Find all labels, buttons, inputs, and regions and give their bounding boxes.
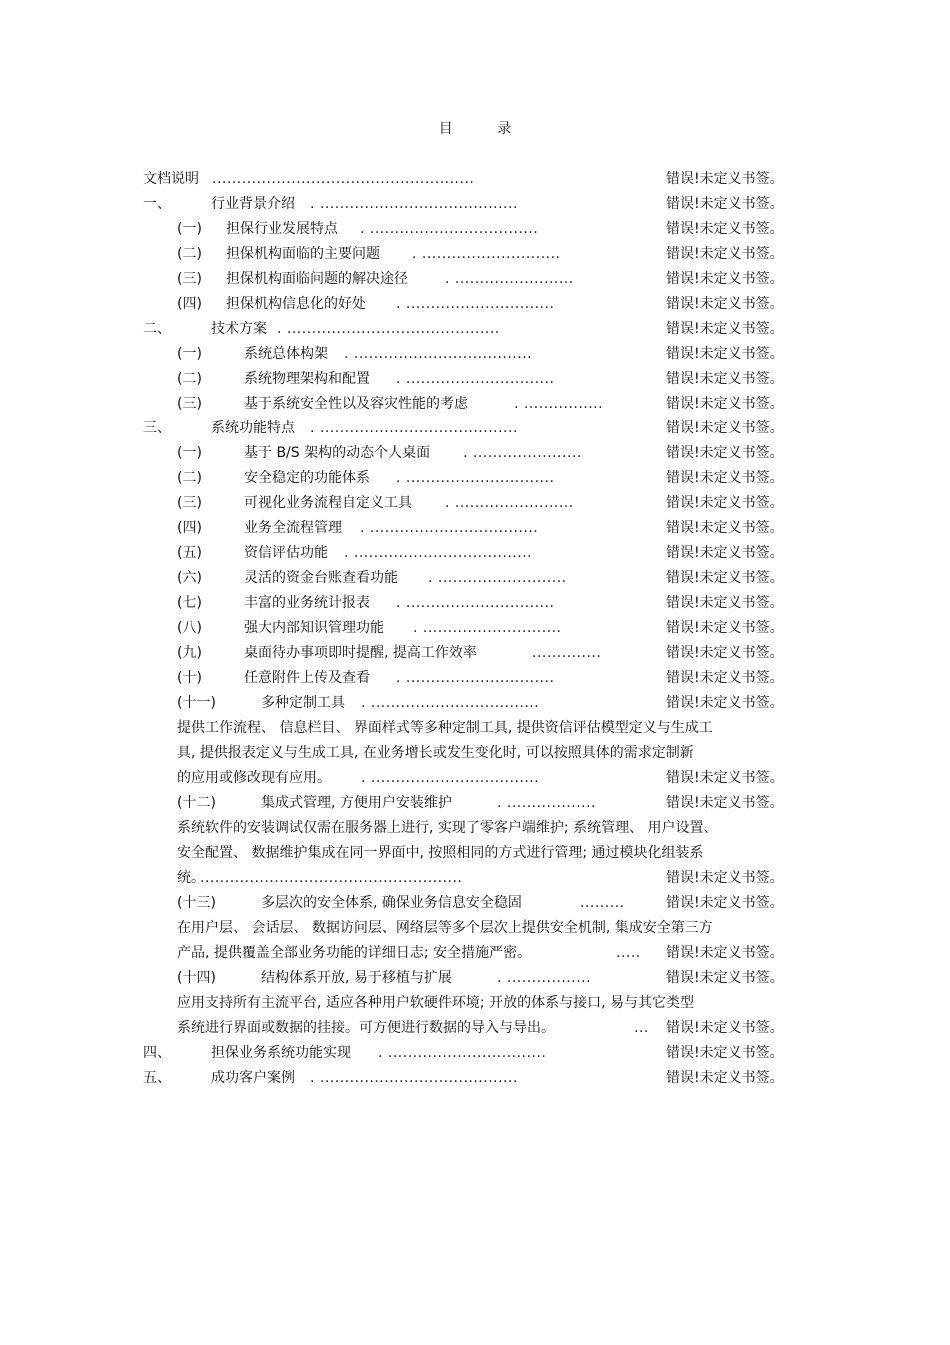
toc-page-ref: 错误!未定义书签。 <box>666 620 784 636</box>
toc-entry[interactable] <box>0 593 950 613</box>
toc-entry-text: 多种定制工具 <box>261 695 345 711</box>
toc-leader: . ................ <box>514 396 604 412</box>
toc-page-ref: 错误!未定义书签。 <box>666 246 784 262</box>
toc-leader: . ............................ <box>412 246 561 262</box>
toc-title: 目 录 <box>438 121 532 137</box>
toc-page-ref: 错误!未定义书签。 <box>666 171 784 187</box>
entry-description: 系统软件的安装调试仅需在服务器上进行, 实现了零客户端维护; 系统管理、 用户设置、 <box>177 820 718 836</box>
toc-page-ref: 错误!未定义书签。 <box>666 595 784 611</box>
toc-entry[interactable] <box>0 643 950 663</box>
toc-entry[interactable] <box>0 568 950 588</box>
toc-leader: ... <box>634 1020 649 1036</box>
toc-entry[interactable] <box>0 294 950 314</box>
toc-entry-number: (四) <box>177 520 202 536</box>
toc-entry-text: 系统总体构架 <box>244 346 328 362</box>
toc-leader: . .............................. <box>396 371 555 387</box>
entry-description: 产品, 提供覆盖全部业务功能的详细日志; 安全措施严密。 <box>177 945 532 961</box>
toc-entry-text: 强大内部知识管理功能 <box>244 620 384 636</box>
toc-entry-text: 系统功能特点 <box>211 420 295 436</box>
toc-page-ref: 错误!未定义书签。 <box>666 296 784 312</box>
entry-description: 提供工作流程、 信息栏目、 界面样式等多种定制工具, 提供资信评估模型定义与生成工 <box>177 720 713 736</box>
toc-entry-text: 行业背景介绍 <box>211 196 295 212</box>
toc-leader: . ........................................ <box>310 1070 518 1086</box>
toc-entry[interactable] <box>0 793 950 813</box>
toc-entry-number: 五、 <box>143 1070 171 1086</box>
toc-leader: . ........................ <box>445 271 574 287</box>
toc-page-ref: 错误!未定义书签。 <box>666 196 784 212</box>
toc-entry-number: 四、 <box>143 1045 171 1061</box>
toc-page-ref: 错误!未定义书签。 <box>666 396 784 412</box>
toc-leader: . ................................ <box>378 1045 547 1061</box>
toc-page-ref: 错误!未定义书签。 <box>666 470 784 486</box>
toc-page-ref: 错误!未定义书签。 <box>666 870 784 886</box>
toc-entry[interactable] <box>0 194 950 214</box>
toc-entry[interactable] <box>0 269 950 289</box>
toc-leader: ..................................................... <box>200 870 463 886</box>
toc-leader: . .................. <box>497 795 597 811</box>
toc-entry[interactable] <box>0 893 950 913</box>
toc-entry[interactable] <box>0 493 950 513</box>
toc-entry-text: 桌面待办事项即时提醒, 提高工作效率 <box>244 645 477 661</box>
toc-entry[interactable] <box>0 693 950 713</box>
toc-entry[interactable] <box>0 543 950 563</box>
toc-entry-number: (一) <box>177 221 202 237</box>
toc-entry-number: (一) <box>177 346 202 362</box>
toc-entry-number: (六) <box>177 570 202 586</box>
toc-leader: . .................................. <box>360 221 539 237</box>
toc-leader: . ................. <box>497 970 592 986</box>
toc-entry[interactable] <box>0 244 950 264</box>
toc-entry[interactable] <box>0 443 950 463</box>
toc-leader: . .................................. <box>361 770 540 786</box>
toc-leader: . ........................................ <box>310 420 518 436</box>
toc-page-ref: 错误!未定义书签。 <box>666 670 784 686</box>
entry-description: 安全配置、 数据维护集成在同一界面中, 按照相同的方式进行管理; 通过模块化组装系 <box>177 845 704 861</box>
toc-entry[interactable] <box>0 618 950 638</box>
toc-entry-number: (五) <box>177 545 202 561</box>
toc-entry[interactable] <box>0 1068 950 1088</box>
toc-page-ref: 错误!未定义书签。 <box>666 795 784 811</box>
toc-entry-text: 任意附件上传及查看 <box>244 670 370 686</box>
toc-entry-number: (二) <box>177 470 202 486</box>
toc-entry-number: (三) <box>177 396 202 412</box>
toc-entry-number: (十四) <box>177 970 216 986</box>
toc-entry-text: 担保业务系统功能实现 <box>211 1045 351 1061</box>
entry-description: 具, 提供报表定义与生成工具, 在业务增长或发生变化时, 可以按照具体的需求定制新 <box>177 745 694 761</box>
toc-page-ref: 错误!未定义书签。 <box>666 545 784 561</box>
toc-entry[interactable] <box>0 868 950 888</box>
entry-description: 的应用或修改现有应用。 <box>177 770 331 786</box>
toc-entry-number: 三、 <box>143 420 171 436</box>
toc-page-ref: 错误!未定义书签。 <box>666 945 784 961</box>
toc-entry-text: 资信评估功能 <box>244 545 328 561</box>
toc-leader: . .................................. <box>360 520 539 536</box>
toc-entry[interactable] <box>0 768 950 788</box>
toc-entry-text: 担保机构信息化的好处 <box>226 296 366 312</box>
toc-entry[interactable] <box>0 169 950 189</box>
toc-page-ref: 错误!未定义书签。 <box>666 970 784 986</box>
toc-entry[interactable] <box>0 1043 950 1063</box>
toc-entry-number: (二) <box>177 246 202 262</box>
toc-leader: . .................................. <box>361 695 540 711</box>
toc-entry-text: 基于 B/S 架构的动态个人桌面 <box>244 445 431 461</box>
toc-entry-text: 可视化业务流程自定义工具 <box>244 495 412 511</box>
toc-page-ref: 错误!未定义书签。 <box>666 695 784 711</box>
toc-page-ref: 错误!未定义书签。 <box>666 1020 784 1036</box>
entry-description: 系统进行界面或数据的挂接。可方便进行数据的导入与导出。 <box>177 1020 555 1036</box>
toc-leader: . ............................ <box>413 620 562 636</box>
toc-page-ref: 错误!未定义书签。 <box>666 321 784 337</box>
toc-leader: ......... <box>580 895 625 911</box>
toc-page-ref: 错误!未定义书签。 <box>666 495 784 511</box>
toc-page-ref: 错误!未定义书签。 <box>666 770 784 786</box>
toc-entry-text: 技术方案 <box>211 321 267 337</box>
toc-entry[interactable] <box>0 968 950 988</box>
toc-page-ref: 错误!未定义书签。 <box>666 895 784 911</box>
toc-entry-text: 担保机构面临的主要问题 <box>226 246 380 262</box>
toc-entry-text: 担保行业发展特点 <box>226 221 338 237</box>
toc-leader: . ........................................... <box>277 321 500 337</box>
toc-leader: . .............................. <box>396 670 555 686</box>
toc-page-ref: 错误!未定义书签。 <box>666 520 784 536</box>
toc-entry-text: 集成式管理, 方便用户安装维护 <box>261 795 452 811</box>
toc-page-ref: 错误!未定义书签。 <box>666 271 784 287</box>
toc-page-ref: 错误!未定义书签。 <box>666 420 784 436</box>
toc-entry-number: (一) <box>177 445 202 461</box>
toc-page-ref: 错误!未定义书签。 <box>666 346 784 362</box>
toc-leader: . .............................. <box>396 296 555 312</box>
entry-description: 应用支持所有主流平台, 适应各种用户软硬件环境; 开放的体系与接口, 易与其它类型 <box>177 995 694 1011</box>
toc-entry-number: (四) <box>177 296 202 312</box>
toc-entry-number: 一、 <box>143 196 171 212</box>
toc-leader: . ........................ <box>445 495 574 511</box>
toc-leader: . .............................. <box>396 595 555 611</box>
toc-entry[interactable] <box>0 468 950 488</box>
toc-entry-number: (七) <box>177 595 202 611</box>
toc-page-ref: 错误!未定义书签。 <box>666 371 784 387</box>
toc-entry-number: (十三) <box>177 895 216 911</box>
entry-description: 统。 <box>177 870 205 886</box>
toc-entry[interactable] <box>0 518 950 538</box>
toc-entry-number: (三) <box>177 495 202 511</box>
toc-entry-number: 二、 <box>143 321 171 337</box>
toc-page-ref: 错误!未定义书签。 <box>666 645 784 661</box>
toc-entry-number: (八) <box>177 620 202 636</box>
toc-page-ref: 错误!未定义书签。 <box>666 445 784 461</box>
toc-page-ref: 错误!未定义书签。 <box>666 221 784 237</box>
toc-entry-number: (十一) <box>177 695 216 711</box>
toc-leader: ..... <box>616 945 641 961</box>
toc-entry-number: (十) <box>177 670 202 686</box>
toc-entry-text: 成功客户案例 <box>211 1070 295 1086</box>
toc-entry-number: (二) <box>177 371 202 387</box>
toc-page-ref: 错误!未定义书签。 <box>666 1070 784 1086</box>
toc-leader: . .................................... <box>344 346 533 362</box>
toc-entry[interactable] <box>0 1018 950 1038</box>
toc-entry-number: (三) <box>177 271 202 287</box>
toc-leader: .............. <box>532 645 602 661</box>
toc-entry[interactable] <box>0 219 950 239</box>
toc-entry-number: (十二) <box>177 795 216 811</box>
toc-leader: . ........................................ <box>310 196 518 212</box>
toc-entry-text: 文档说明 <box>143 171 199 187</box>
toc-entry-text: 业务全流程管理 <box>244 520 342 536</box>
toc-entry[interactable] <box>0 394 950 414</box>
toc-entry-text: 担保机构面临问题的解决途径 <box>226 271 408 287</box>
toc-page-ref: 错误!未定义书签。 <box>666 570 784 586</box>
toc-leader: . ...................... <box>463 445 582 461</box>
toc-entry[interactable] <box>0 344 950 364</box>
toc-entry[interactable] <box>0 369 950 389</box>
toc-entry[interactable] <box>0 943 950 963</box>
toc-entry-text: 安全稳定的功能体系 <box>244 470 370 486</box>
toc-leader: ..................................................... <box>212 171 475 187</box>
toc-leader: . .................................... <box>344 545 533 561</box>
toc-entry-text: 多层次的安全体系, 确保业务信息安全稳固 <box>261 895 522 911</box>
toc-entry-text: 系统物理架构和配置 <box>244 371 370 387</box>
toc-entry-text: 灵活的资金台账查看功能 <box>244 570 398 586</box>
toc-entry[interactable] <box>0 418 950 438</box>
toc-entry[interactable] <box>0 319 950 339</box>
toc-entry-text: 基于系统安全性以及容灾性能的考虑 <box>244 396 468 412</box>
toc-entry-number: (九) <box>177 645 202 661</box>
toc-entry[interactable] <box>0 668 950 688</box>
toc-entry-text: 结构体系开放, 易于移植与扩展 <box>261 970 452 986</box>
toc-page-ref: 错误!未定义书签。 <box>666 1045 784 1061</box>
entry-description: 在用户层、 会话层、 数据访问层、网络层等多个层次上提供安全机制, 集成安全第三方 <box>177 920 713 936</box>
toc-leader: . .............................. <box>396 470 555 486</box>
toc-entry-text: 丰富的业务统计报表 <box>244 595 370 611</box>
toc-leader: . .......................... <box>428 570 567 586</box>
